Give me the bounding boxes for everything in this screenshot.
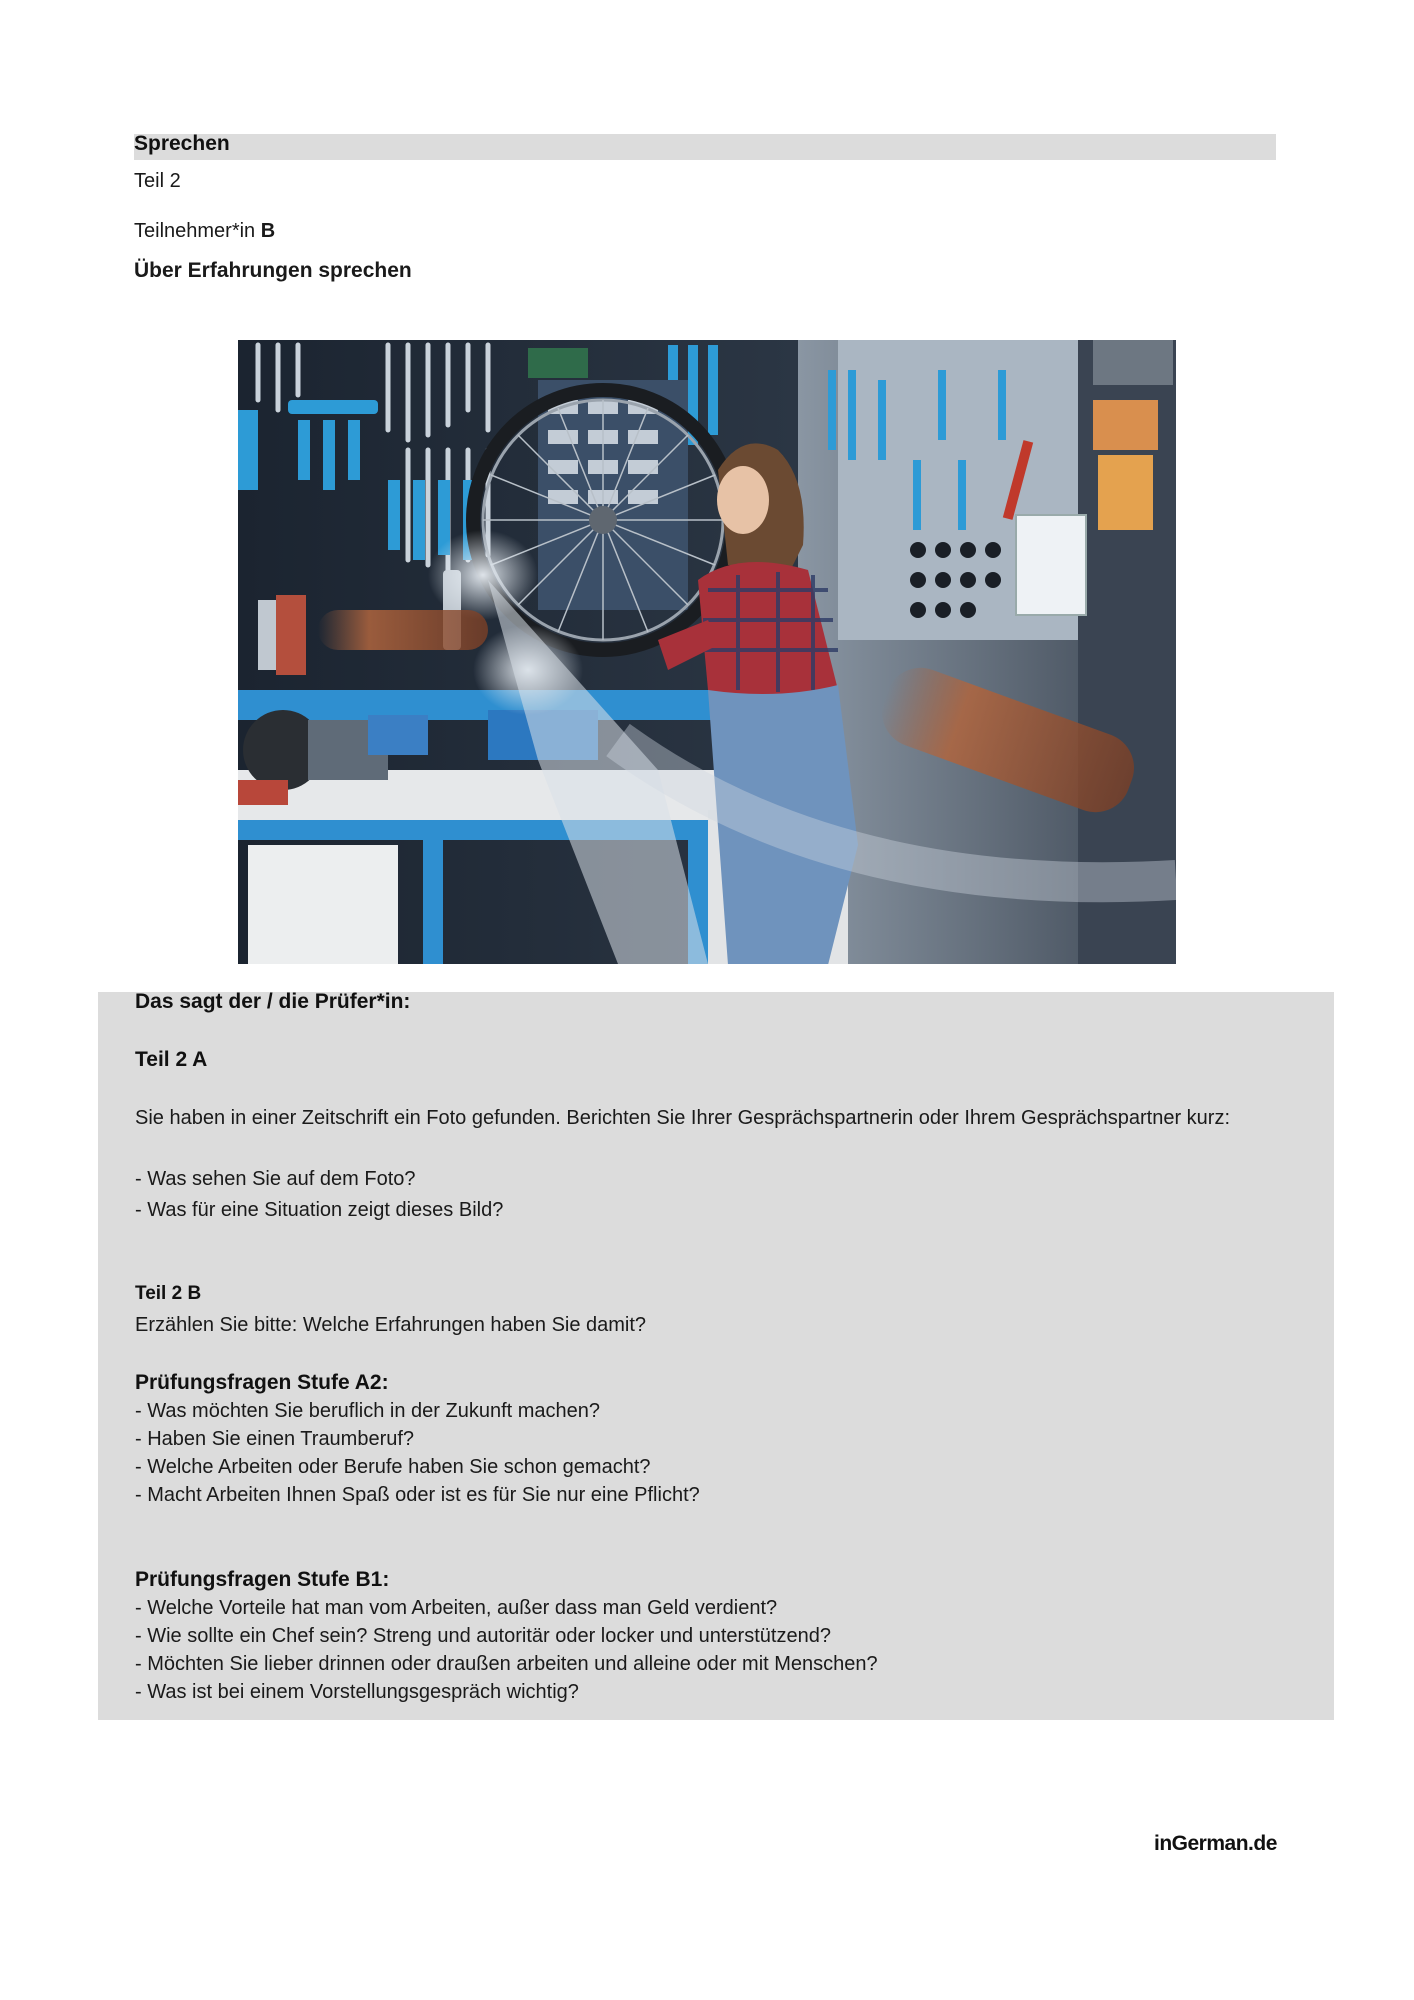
participant-letter: B (260, 220, 276, 242)
section-title: Sprechen (134, 132, 230, 155)
part-a-title: Teil 2 A (135, 1048, 208, 1071)
part-a-intro: Sie haben in einer Zeitschrift ein Foto gefunden. Berichten Sie Ihrer Gesprächspartnerin oder Ihrem Gesprächspartner kurz: (135, 1107, 1231, 1129)
section-header-bar (134, 134, 1276, 160)
b1-question: - Welche Vorteile hat man vom Arbeiten, außer dass man Geld verdient? (135, 1597, 778, 1619)
b1-title: Prüfungsfragen Stufe B1: (135, 1568, 390, 1591)
brand-logo: inGerman.de (1154, 1832, 1277, 1855)
participant-label (134, 220, 275, 243)
b1-question: - Wie sollte ein Chef sein? Streng und autoritär oder locker und unterstützend? (135, 1625, 831, 1647)
part-a-question: - Was sehen Sie auf dem Foto? (135, 1168, 416, 1190)
examiner-box (98, 992, 1334, 1720)
participant-prefix: Teilnehmer*in (134, 220, 261, 242)
part-label: Teil 2 (134, 170, 181, 192)
b1-question: - Was ist bei einem Vorstellungsgespräch wichtig? (135, 1681, 579, 1703)
examiner-heading: Das sagt der / die Prüfer*in: (135, 990, 411, 1013)
photo-illustration (238, 340, 1176, 964)
a2-question: - Was möchten Sie beruflich in der Zukunft machen? (135, 1400, 601, 1422)
part-b-prompt: Erzählen Sie bitte: Welche Erfahrungen haben Sie damit? (135, 1314, 647, 1336)
topic-title: Über Erfahrungen sprechen (134, 259, 412, 282)
part-b-title: Teil 2 B (135, 1283, 202, 1304)
a2-question: - Haben Sie einen Traumberuf? (135, 1428, 415, 1450)
part-a-question: - Was für eine Situation zeigt dieses Bild? (135, 1199, 504, 1221)
workshop-photo (238, 340, 1176, 964)
a2-title: Prüfungsfragen Stufe A2: (135, 1371, 389, 1394)
a2-question: - Macht Arbeiten Ihnen Spaß oder ist es für Sie nur eine Pflicht? (135, 1484, 700, 1506)
a2-question: - Welche Arbeiten oder Berufe haben Sie schon gemacht? (135, 1456, 651, 1478)
b1-question: - Möchten Sie lieber drinnen oder draußen arbeiten und alleine oder mit Menschen? (135, 1653, 878, 1675)
